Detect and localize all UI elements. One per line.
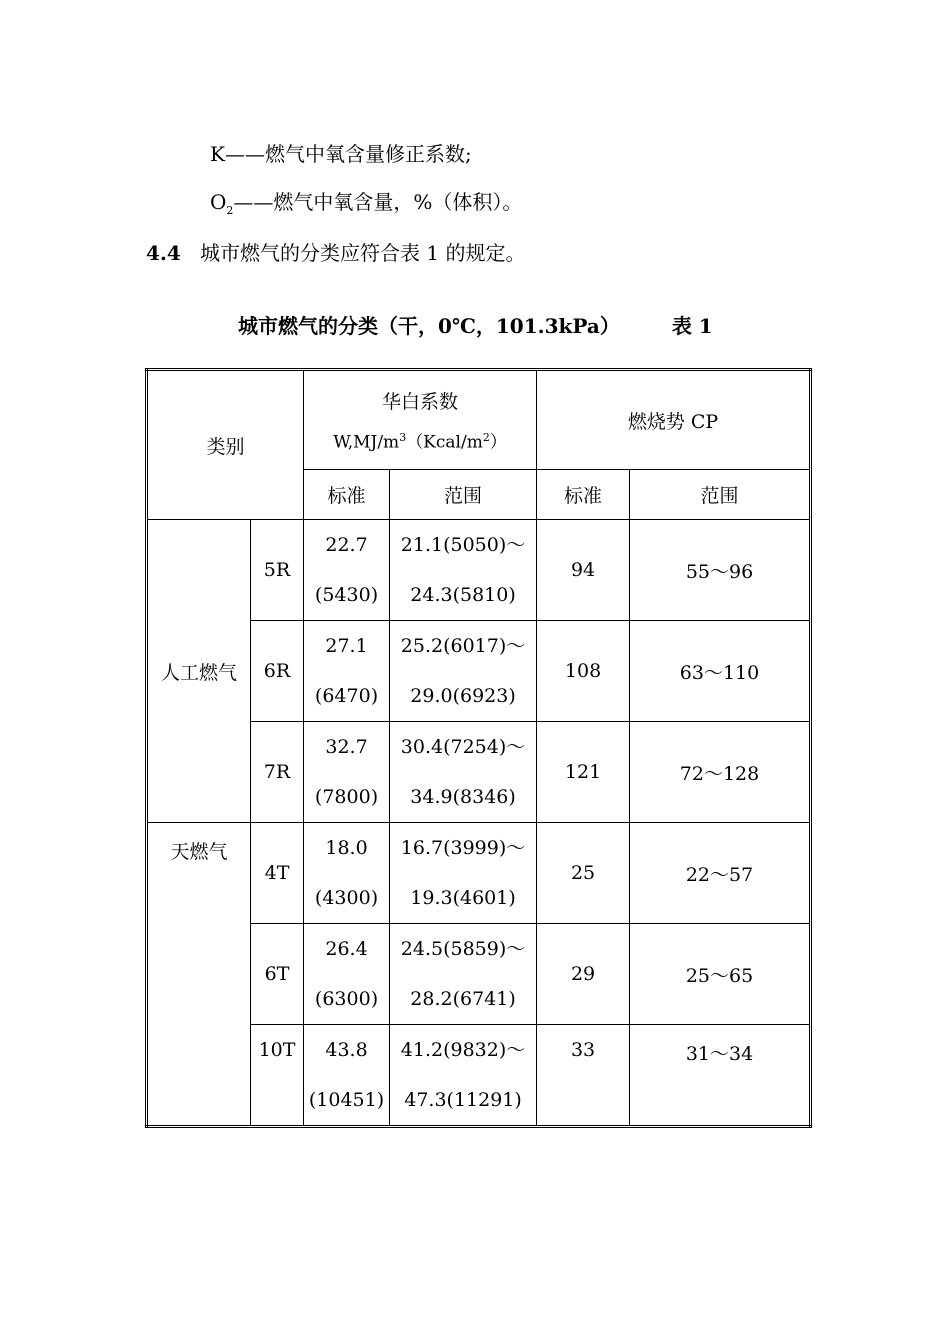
wobbe-std-kcal: (5430) xyxy=(314,584,379,606)
wobbe-std xyxy=(304,924,390,1025)
wobbe-range xyxy=(390,924,537,1025)
wobbe-unit-a: W,MJ/m xyxy=(333,432,400,453)
wobbe-unit-sup2: 2 xyxy=(482,430,490,444)
section-4-4 xyxy=(146,237,525,266)
group-natural-gas: 天燃气 xyxy=(147,823,251,1127)
wobbe-range-high: 47.3(11291) xyxy=(404,1089,522,1111)
wobbe-range-low: 25.2(6017)～ xyxy=(400,635,526,657)
gas-code: 6T xyxy=(251,924,304,1025)
definition-k: K——燃气中氧含量修正系数; xyxy=(210,142,472,166)
wobbe-std-kcal: (4300) xyxy=(314,887,379,909)
wobbe-range xyxy=(390,621,537,722)
wobbe-range-low: 30.4(7254)～ xyxy=(400,736,526,758)
cp-range: 25～65 xyxy=(630,924,811,1025)
wobbe-std xyxy=(304,1025,390,1127)
gas-code: 7R xyxy=(251,722,304,823)
wobbe-range-low: 21.1(5050)～ xyxy=(400,534,526,556)
wobbe-std-kcal: (7800) xyxy=(314,786,379,808)
wobbe-unit-b: （Kcal/m xyxy=(406,432,483,453)
wobbe-range-high: 34.9(8346) xyxy=(410,786,516,808)
wobbe-std xyxy=(304,520,390,621)
gas-code: 4T xyxy=(251,823,304,924)
wobbe-range-high: 24.3(5810) xyxy=(410,584,516,606)
wobbe-std-kcal: (6300) xyxy=(314,988,379,1010)
wobbe-range-low: 16.7(3999)～ xyxy=(400,837,526,859)
header-range-wobbe: 范围 xyxy=(390,470,537,520)
cp-range: 22～57 xyxy=(630,823,811,924)
wobbe-unit-c: ） xyxy=(489,432,507,453)
caption-title: 城市燃气的分类（干，0℃，101.3kPa） xyxy=(238,314,620,338)
wobbe-std-value: 26.4 xyxy=(325,938,368,960)
wobbe-std-kcal: (10451) xyxy=(308,1089,385,1111)
wobbe-std xyxy=(304,823,390,924)
wobbe-std xyxy=(304,621,390,722)
header-category: 类别 xyxy=(147,370,304,520)
header-std-cp: 标准 xyxy=(537,470,630,520)
wobbe-std-value: 32.7 xyxy=(325,736,368,758)
cp-std: 108 xyxy=(537,621,630,722)
wobbe-range-high: 29.0(6923) xyxy=(410,685,516,707)
wobbe-range xyxy=(390,823,537,924)
cp-range: 31～34 xyxy=(630,1025,811,1127)
header-wobbe xyxy=(304,370,537,470)
wobbe-std-value: 22.7 xyxy=(325,534,368,556)
section-text: 城市燃气的分类应符合表 1 的规定。 xyxy=(200,241,526,265)
gas-code: 5R xyxy=(251,520,304,621)
gas-code: 10T xyxy=(251,1025,304,1127)
cp-std: 29 xyxy=(537,924,630,1025)
wobbe-std-value: 18.0 xyxy=(325,837,368,859)
wobbe-title: 华白系数 xyxy=(382,390,459,413)
wobbe-range-high: 28.2(6741) xyxy=(410,988,516,1010)
o2-symbol: O xyxy=(210,190,227,214)
table-row xyxy=(147,520,811,621)
wobbe-range xyxy=(390,520,537,621)
cp-std: 94 xyxy=(537,520,630,621)
cp-std: 25 xyxy=(537,823,630,924)
wobbe-std xyxy=(304,722,390,823)
section-number: 4.4 xyxy=(146,241,181,265)
o2-definition: ——燃气中氧含量，%（体积）。 xyxy=(233,190,523,214)
wobbe-unit xyxy=(304,422,536,459)
wobbe-std-value: 43.8 xyxy=(325,1039,368,1061)
header-range-cp: 范围 xyxy=(630,470,811,520)
wobbe-std-value: 27.1 xyxy=(325,635,368,657)
wobbe-std-kcal: (6470) xyxy=(314,685,379,707)
table-number: 表 1 xyxy=(671,314,713,338)
wobbe-range xyxy=(390,722,537,823)
table-row xyxy=(147,823,811,924)
wobbe-range-high: 19.3(4601) xyxy=(410,887,516,909)
gas-code: 6R xyxy=(251,621,304,722)
wobbe-range-low: 24.5(5859)～ xyxy=(400,938,526,960)
header-std-wobbe: 标准 xyxy=(304,470,390,520)
wobbe-range xyxy=(390,1025,537,1127)
header-cp: 燃烧势 CP xyxy=(537,370,811,470)
cp-std: 33 xyxy=(537,1025,630,1127)
wobbe-unit-sup1: 3 xyxy=(399,430,407,444)
gas-classification-table xyxy=(145,368,812,1128)
definition-o2 xyxy=(210,186,522,217)
cp-range: 72～128 xyxy=(630,722,811,823)
cp-range: 63～110 xyxy=(630,621,811,722)
group-manufactured-gas: 人工燃气 xyxy=(147,520,251,823)
cp-range: 55～96 xyxy=(630,520,811,621)
cp-std: 121 xyxy=(537,722,630,823)
table-caption xyxy=(238,310,713,339)
wobbe-range-low: 41.2(9832)～ xyxy=(400,1039,526,1061)
o2-subscript: 2 xyxy=(226,204,234,217)
